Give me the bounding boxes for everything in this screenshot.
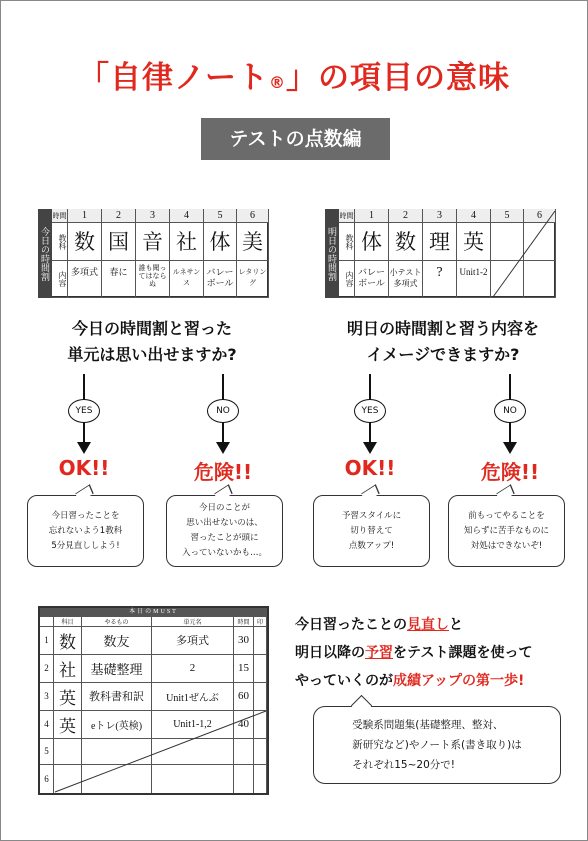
subject-5: 体 (204, 223, 237, 261)
subject-2: 数 (389, 223, 423, 261)
period-2: 2 (102, 209, 136, 223)
period-3: 3 (136, 209, 170, 223)
hdr-period: 時間 (339, 209, 355, 223)
must-row-5: 5 (40, 738, 267, 765)
period-2: 2 (389, 209, 423, 223)
hdr-period: 時間 (52, 209, 68, 223)
must-row-2: 2 社 基礎整理 2 15 (40, 654, 267, 683)
right-danger-label: 危険!! (480, 460, 540, 484)
strike-line (491, 209, 556, 298)
right-yes-bubble: 予習スタイルに 切り替えて 点数アップ! (313, 495, 430, 567)
unit-1: バレーボール (355, 261, 389, 298)
unit-1: 多項式 (68, 261, 102, 298)
right-question (318, 316, 568, 368)
must-row-6: 6 (40, 764, 267, 793)
left-yes-bubble: 今日習ったことを 忘れないよう1教科 5分見直ししよう! (27, 495, 144, 567)
subject-6: 美 (237, 223, 269, 261)
must-topbar: 本日のMUST (40, 608, 267, 617)
must-row-1: 1 数 数友 多項式 30 (40, 626, 267, 655)
subject-4: 英 (457, 223, 491, 261)
period-4: 4 (170, 209, 204, 223)
must-table (38, 606, 269, 795)
left-question (42, 316, 262, 368)
right-ok-label: OK!! (344, 456, 396, 480)
unit-3: ? (423, 261, 457, 298)
period-6: 6 (524, 209, 556, 223)
must-row-4: 4 英 eトレ(英検) Unit1-1,2 40 (40, 710, 267, 739)
left-ok-label: OK!! (58, 456, 110, 480)
right-no-arrow (503, 442, 517, 454)
subject-3: 理 (423, 223, 457, 261)
today-side-label: 今日の時間割 (38, 209, 52, 298)
subject-4: 社 (170, 223, 204, 261)
summary-line-2: 明日以降の予習をテスト課題を使って (295, 645, 533, 661)
hdr-content: 内容 (52, 261, 68, 298)
period-3: 3 (423, 209, 457, 223)
summary-line-3: やっていくのが成績アップの第一歩! (295, 673, 525, 689)
must-strike-line (54, 710, 267, 793)
hdr-subject: 教科 (339, 223, 355, 261)
summary-text (295, 611, 585, 695)
page-title: 「自律ノート®」の項目の意味 (77, 60, 511, 96)
period-4: 4 (457, 209, 491, 223)
subject-1: 体 (355, 223, 389, 261)
left-yes-pill: YES (68, 399, 100, 423)
period-5: 5 (491, 209, 524, 223)
must-row-3: 3 英 教科書和訳 Unit1ぜんぶ 60 (40, 682, 267, 711)
tomorrow-timetable (325, 209, 556, 298)
period-5: 5 (204, 209, 237, 223)
must-header-row: 科目 やるもの 単元名 時間 印 (40, 617, 267, 627)
right-yes-arrow (363, 442, 377, 454)
unit-4: Unit1-2 (457, 261, 491, 298)
summary-bubble: 受験系問題集(基礎整理、整対、 新研究など)やノート系(書き取り)は それぞれ15~20分で! (313, 706, 561, 784)
unit-6: レタリング (237, 261, 269, 298)
hdr-subject: 教科 (52, 223, 68, 261)
left-no-pill: NO (207, 399, 239, 423)
unit-2: 小テスト多項式 (389, 261, 423, 298)
period-6: 6 (237, 209, 269, 223)
left-question-line-2: 単元は思い出せますか? (67, 345, 237, 364)
right-question-line-2: イメージできますか? (366, 345, 520, 364)
left-danger-label: 危険!! (193, 460, 253, 484)
hdr-content: 内容 (339, 261, 355, 298)
right-no-bubble: 前もってやることを 知らずに苦手なものに 対処はできないぞ! (448, 495, 565, 567)
unit-5: バレーボール (204, 261, 237, 298)
subject-1: 数 (68, 223, 102, 261)
unit-2: 春に (102, 261, 136, 298)
summary-line-1: 今日習ったことの見直しと (295, 617, 463, 633)
subject-2: 国 (102, 223, 136, 261)
right-question-line-1: 明日の時間割と習う内容を (346, 319, 539, 338)
unit-3: 誰も聞ってはならぬ (136, 261, 170, 298)
left-question-line-1: 今日の時間割と習った (71, 319, 232, 338)
left-no-bubble: 今日のことが 思い出せないのは、 習ったことが頭に 入っていないかも…。 (166, 495, 283, 567)
period-1: 1 (68, 209, 102, 223)
today-timetable (38, 209, 269, 298)
right-yes-pill: YES (354, 399, 386, 423)
right-no-pill: NO (494, 399, 526, 423)
period-1: 1 (355, 209, 389, 223)
left-yes-arrow (77, 442, 91, 454)
left-no-arrow (216, 442, 230, 454)
section-subtitle: テストの点数編 (201, 118, 390, 160)
subject-3: 音 (136, 223, 170, 261)
tomorrow-side-label: 明日の時間割 (325, 209, 339, 298)
unit-4: ルネサンス (170, 261, 204, 298)
